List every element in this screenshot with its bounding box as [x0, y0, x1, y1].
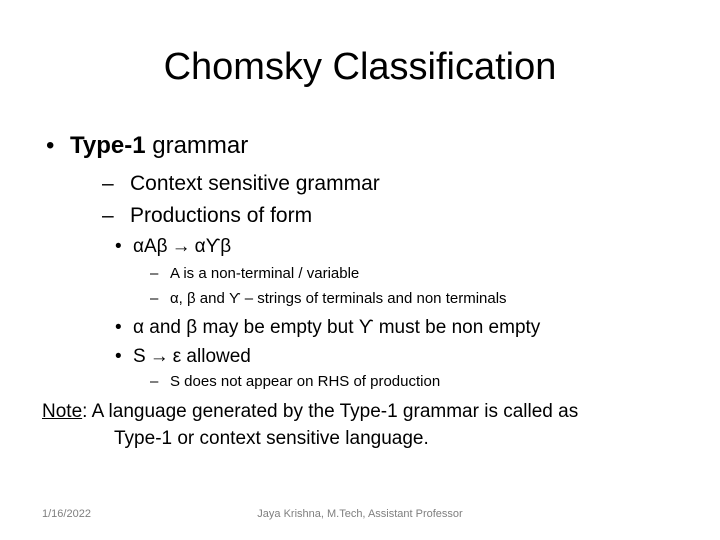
arrow-right-icon: → — [171, 236, 191, 257]
epsilon-rule-item — [115, 344, 251, 370]
bullet-icon: • — [115, 346, 122, 367]
epsilon-sub-text: S does not appear on RHS of production — [170, 373, 441, 390]
epsilon-rule-right: ε allowed — [172, 346, 251, 367]
sub-item-text: Productions of form — [130, 204, 313, 227]
note-label: Note — [42, 401, 83, 422]
rule-right: αϒβ — [194, 236, 232, 257]
dash-icon: – — [150, 290, 159, 307]
epsilon-sub-item — [150, 371, 440, 393]
bullet-icon: • — [115, 317, 122, 338]
bullet-icon: • — [115, 236, 122, 257]
dash-icon: – — [102, 172, 114, 195]
rule-sub-item — [150, 288, 507, 310]
epsilon-rule-left: S — [133, 346, 146, 367]
note-block — [42, 398, 702, 452]
bullet-type1 — [46, 130, 248, 162]
rule-sub-text: A is a non-terminal / variable — [170, 265, 360, 282]
type1-bold: Type-1 — [70, 132, 146, 159]
arrow-right-icon: → — [149, 346, 169, 367]
bullet-icon: • — [46, 132, 55, 159]
rule-sub-item — [150, 263, 359, 285]
empty-rule-item — [115, 315, 540, 341]
rule-item — [115, 234, 231, 260]
slide-title: Chomsky Classification — [163, 46, 557, 88]
rule-left: αAβ — [133, 236, 168, 257]
empty-rule-text: α and β may be empty but ϒ must be non empty — [133, 317, 541, 338]
dash-icon: – — [102, 204, 114, 227]
sub-item-context — [102, 170, 380, 198]
footer-date: 1/16/2022 — [42, 508, 91, 520]
note-line2: Type-1 or context sensitive language. — [114, 428, 429, 449]
sub-item-productions — [102, 202, 312, 230]
note-line1: : A language generated by the Type-1 grammar is called as — [82, 401, 579, 422]
footer-author: Jaya Krishna, M.Tech, Assistant Professor — [257, 508, 463, 520]
dash-icon: – — [150, 265, 159, 282]
sub-item-text: Context sensitive grammar — [130, 172, 380, 195]
dash-icon: – — [150, 373, 159, 390]
type1-rest: grammar — [145, 132, 249, 159]
rule-sub-text: α, β and ϒ – strings of terminals and non terminals — [170, 290, 507, 307]
